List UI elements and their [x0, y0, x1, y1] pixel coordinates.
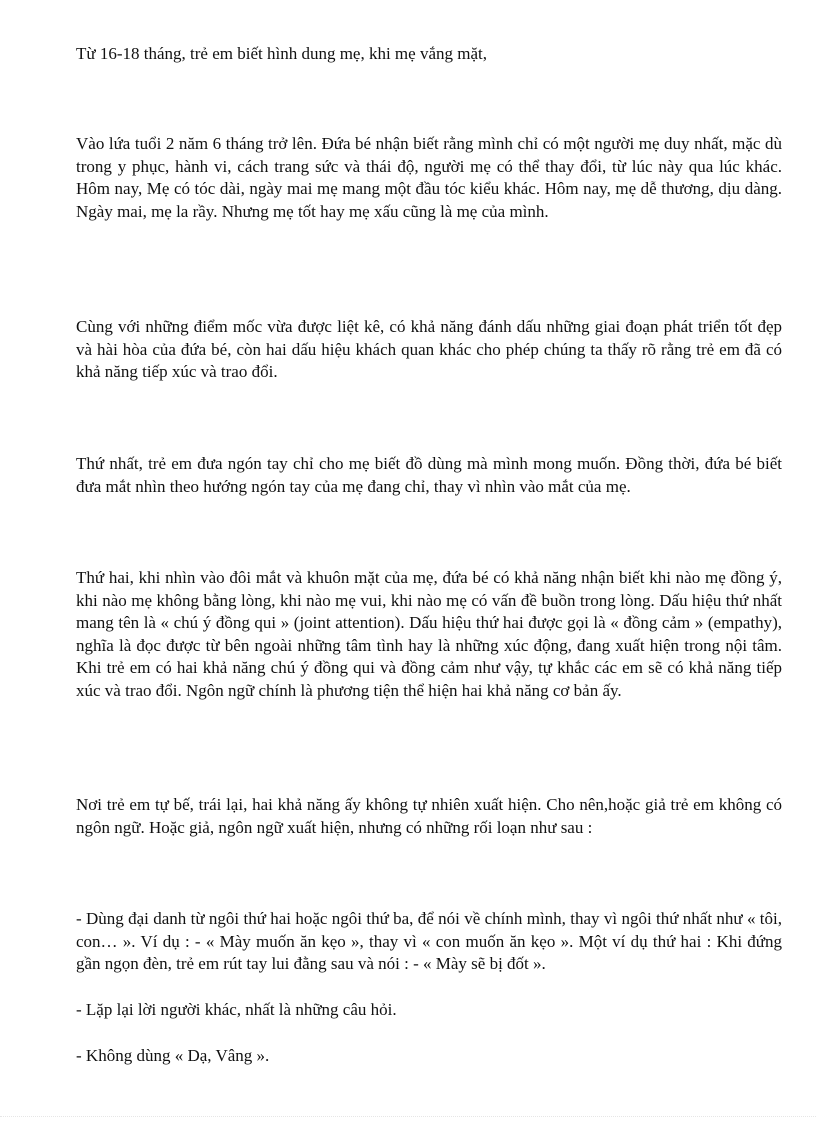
paragraph-1: Từ 16-18 tháng, trẻ em biết hình dung mẹ, khi mẹ vắng mặt,: [76, 44, 487, 63]
paragraph-2: Vào lứa tuổi 2 năm 6 tháng trở lên. Đứa bé nhận biết rằng mình chỉ có một người mẹ duy nhất, mặc dù trong y phục, hành vi, cách trang sức và thái độ, người mẹ có thể thay đổi, từ lúc này qua lúc khác. Hôm nay, Mẹ có tóc dài, ngày mai mẹ mang một đầu tóc kiểu khác. Hôm nay, mẹ dễ thương, dịu dàng. Ngày mai, mẹ la rầy. Nhưng mẹ tốt hay mẹ xấu cũng là mẹ của mình.: [76, 134, 782, 221]
paragraph-3: Cùng với những điểm mốc vừa được liệt kê, có khả năng đánh dấu những giai đoạn phát triển tốt đẹp và hài hòa của đứa bé, còn hai dấu hiệu khách quan khác cho phép chúng ta thấy rõ rằng trẻ em đã có khả năng tiếp xúc và trao đổi.: [76, 317, 782, 381]
list-item-3: - Không dùng « Dạ, Vâng ».: [76, 1046, 270, 1065]
page-bottom-rule: [0, 1116, 816, 1117]
paragraph-4: Thứ nhất, trẻ em đưa ngón tay chỉ cho mẹ biết đồ dùng mà mình mong muốn. Đồng thời, đứa bé biết đưa mắt nhìn theo hướng ngón tay của mẹ đang chỉ, thay vì nhìn vào mắt của mẹ.: [76, 454, 782, 496]
paragraph-5: Thứ hai, khi nhìn vào đôi mắt và khuôn mặt của mẹ, đứa bé có khả năng nhận biết khi nào mẹ đồng ý, khi nào mẹ không bằng lòng, khi nào mẹ vui, khi nào mẹ có vấn đề buồn trong lòng. Dấu hiệu thứ nhất mang tên là « chú ý đồng qui » (joint attention). Dấu hiệu thứ hai được gọi là « đồng cảm » (empathy), nghĩa là đọc được từ bên ngoài những tâm tình hay là những xúc động, đang xuất hiện trong nội tâm. Khi trẻ em có hai khả năng chú ý đồng qui và đồng cảm như vậy, tự khắc các em sẽ có khả năng tiếp xúc và trao đổi. Ngôn ngữ chính là phương tiện thể hiện hai khả năng cơ bản ấy.: [76, 568, 782, 700]
paragraph-6: Nơi trẻ em tự bế, trái lại, hai khả năng ấy không tự nhiên xuất hiện. Cho nên,hoặc giả trẻ em không có ngôn ngữ. Hoặc giả, ngôn ngữ xuất hiện, nhưng có những rối loạn như sau :: [76, 795, 782, 837]
list-item-1: - Dùng đại danh từ ngôi thứ hai hoặc ngôi thứ ba, để nói về chính mình, thay vì ngôi thứ nhất như « tôi, con… ». Ví dụ : - « Mày muốn ăn kẹo », thay vì « con muốn ăn kẹo ». Một ví dụ thứ hai : Khi đứng gần ngọn đèn, trẻ em rút tay lui đằng sau và nói : - « Mày sẽ bị đốt ».: [76, 909, 782, 973]
list-item-2: - Lặp lại lời người khác, nhất là những câu hỏi.: [76, 1000, 397, 1019]
